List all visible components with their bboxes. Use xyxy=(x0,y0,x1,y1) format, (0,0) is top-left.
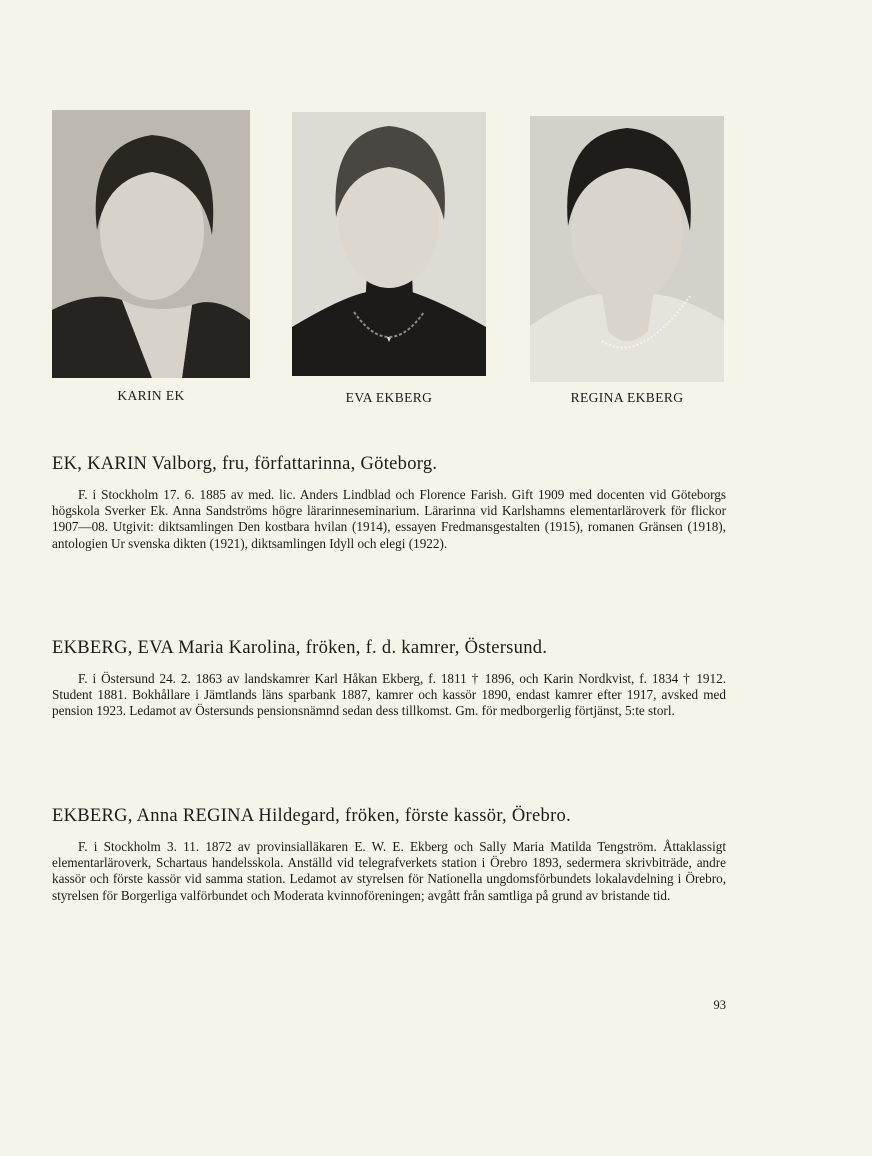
entry-body: F. i Stockholm 17. 6. 1885 av med. lic. Anders Lindblad och Florence Farish. Gift 1909 med docenten vid Göteborgs högskola Sverker Ek. Anna Sandströms högre lärarinneseminarium. Lärarinna vid Karlshamns elementarläroverk för flickor 1907—08. Utgivit: diktsamlingen Den kostbara hvilan (1914), essayen Fredmansgestalten (1915), romanen Gränsen (1918), antologien Ur svenska dikten (1921), diktsamlingen Idyll och elegi (1922). xyxy=(52,487,726,551)
biography-entry-eva-ekberg xyxy=(52,638,726,720)
entry-heading: EKBERG, EVA Maria Karolina, fröken, f. d. kamrer, Östersund. xyxy=(52,638,548,658)
portrait-photo-regina-ekberg xyxy=(530,116,724,382)
entry-body: F. i Östersund 24. 2. 1863 av landskamrer Karl Håkan Ekberg, f. 1811 † 1896, och Karin Nordkvist, f. 1834 † 1912. Student 1881. Bokhållare i Jämtlands läns sparbank 1887, kamrer och kassör 1890, endast kamrer efter 1917, avsked med pension 1923. Ledamot av Östersunds pensionsnämnd sedan dess tillkomst. Gm. för medborgerlig förtjänst, 5:te storl. xyxy=(52,671,726,719)
entry-heading: EK, KARIN Valborg, fru, författarinna, Göteborg. xyxy=(52,454,438,474)
portrait-photo-eva-ekberg xyxy=(292,112,486,376)
page-number: 93 xyxy=(713,998,726,1012)
portrait-caption: EVA EKBERG xyxy=(345,390,433,405)
portrait-regina-ekberg-image xyxy=(530,116,724,382)
biography-entry-regina-ekberg xyxy=(52,806,726,904)
entry-heading: EKBERG, Anna REGINA Hildegard, fröken, förste kassör, Örebro. xyxy=(52,806,572,826)
portrait-eva-ekberg-image xyxy=(292,112,486,376)
portrait-caption: REGINA EKBERG xyxy=(570,390,684,405)
biography-entry-karin-ek xyxy=(52,454,726,552)
portrait-caption: KARIN EK xyxy=(117,388,185,403)
portrait-karin-ek-image xyxy=(52,110,250,378)
entry-body: F. i Stockholm 3. 11. 1872 av provinsialläkaren E. W. E. Ekberg och Sally Maria Matilda Tengström. Åttaklassigt elementarläroverk, Schartaus handelsskola. Anställd vid telegrafverkets station i Örebro 1893, sedermera skrivbiträde, andre kassör och förste kassör vid samma station. Ledamot av styrelsen för Nationella ungdomsförbundets lokalavdelning i Örebro, styrelsen för Borgerliga valförbundet och Moderata kvinnoföreningen; avgått från samtliga på grund av bristande tid. xyxy=(52,839,726,903)
portrait-photo-karin-ek xyxy=(52,110,250,378)
